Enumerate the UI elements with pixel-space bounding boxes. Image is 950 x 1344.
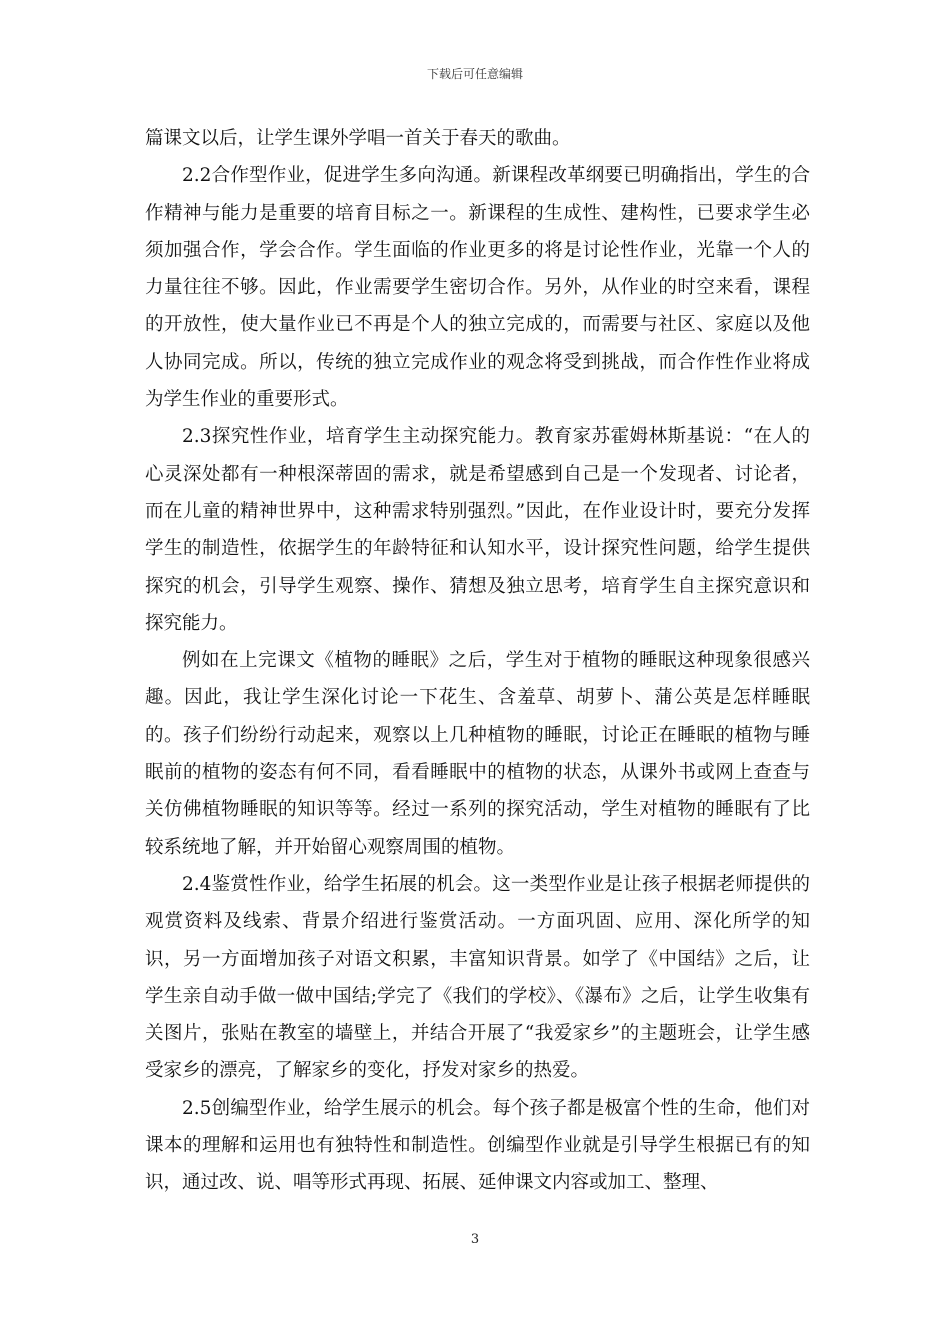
paragraph-inquiry-homework: 2.3探究性作业，培育学生主动探究能力。教育家苏霍姆林斯基说：“在人的心灵深处都有一种根深蒂固的需求，就是希望感到自己是一个发现者、讨论者，而在儿童的精神世界中，这种需求特别强烈。”因此，在作业设计时，要充分发挥学生的制造性，依据学生的年龄特征和认知水平，设计探究性问题，给学生提供探究的机会，引导学生观察、操作、猜想及独立思考，培育学生自主探究意识和探究能力。 [145, 426, 810, 634]
page-number: 3 [470, 1232, 480, 1247]
paragraph-creative-homework: 2.5创编型作业，给学生展示的机会。每个孩子都是极富个性的生命，他们对课本的理解和运用也有独特性和制造性。创编型作业就是引导学生根据已有的知识，通过改、说、唱等形式再现、拓展、延伸课文内容或加工、整理、 [145, 1097, 810, 1194]
paragraph-appreciation-homework: 2.4鉴赏性作业，给学生拓展的机会。这一类型作业是让孩子根据老师提供的观赏资料及线索、背景介绍进行鉴赏活动。一方面巩固、应用、深化所学的知识，另一方面增加孩子对语文积累，丰富知识背景。如学了《中国结》之后，让学生亲自动手做一做中国结;学完了《我们的学校》、《瀑布》之后，让学生收集有关图片，张贴在教室的墙壁上，并结合开展了“我爱家乡”的主题班会，让学生感受家乡的漂亮，了解家乡的变化，抒发对家乡的热爱。 [145, 873, 810, 1082]
page-header: 下载后可任意编辑 [426, 67, 523, 81]
paragraph-plant-sleep-example: 例如在上完课文《植物的睡眠》之后，学生对于植物的睡眠这种现象很感兴趣。因此，我让学生深化讨论一下花生、含羞草、胡萝卜、蒲公英是怎样睡眠的。孩子们纷纷行动起来，观察以上几种植物的睡眠，讨论正在睡眠的植物与睡眠前的植物的姿态有何不同，看看睡眠中的植物的状态，从课外书或网上查查与关仿佛植物睡眠的知识等等。经过一系列的探究活动，学生对植物的睡眠有了比较系统地了解，并开始留心观察周围的植物。 [145, 650, 810, 858]
paragraph-cooperative-homework: 2.2合作型作业，促进学生多向沟通。新课程改革纲要已明确指出，学生的合作精神与能力是重要的培育目标之一。新课程的生成性、建构性，已要求学生必须加强合作，学会合作。学生面临的作业更多的将是讨论性作业，光靠一个人的力量往往不够。因此，作业需要学生密切合作。另外，从作业的时空来看，课程的开放性，使大量作业已不再是个人的独立完成的，而需要与社区、家庭以及他人协同完成。所以，传统的独立完成作业的观念将受到挑战，而合作性作业将成为学生作业的重要形式。 [145, 165, 810, 411]
paragraph-continuation: 篇课文以后，让学生课外学唱一首关于春天的歌曲。 [145, 128, 571, 149]
document-body [145, 120, 810, 1202]
